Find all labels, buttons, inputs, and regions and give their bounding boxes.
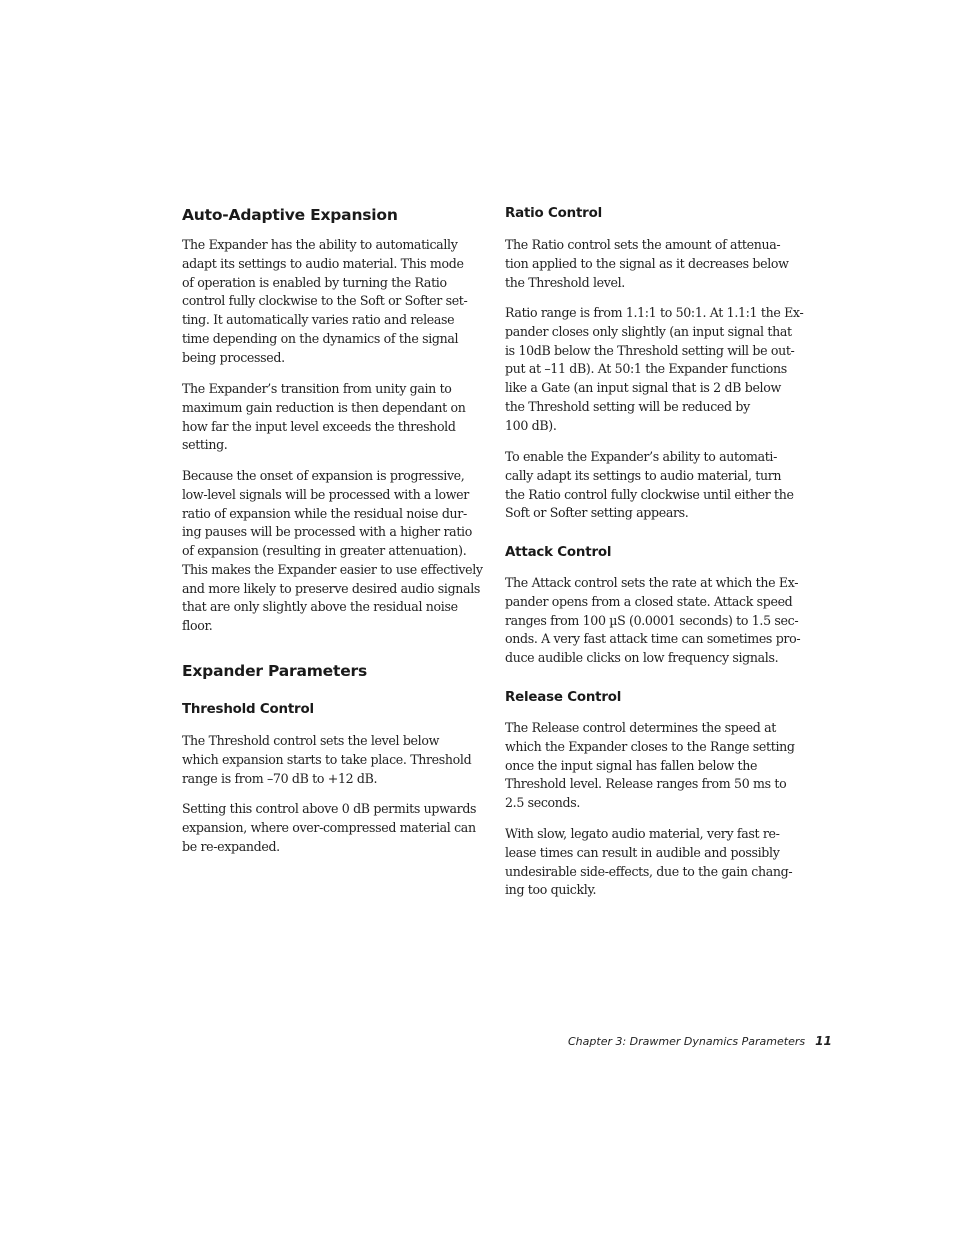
text-line: onds. A very fast attack time can sometimes pro-	[505, 631, 801, 647]
heading-attack-control: Attack Control	[505, 545, 612, 560]
text-line: With slow, legato audio material, very fast re-	[505, 826, 780, 841]
paragraph-ratio-2	[505, 304, 803, 435]
text-line: 2.5 seconds.	[505, 795, 581, 810]
text-line: ing too quickly.	[505, 882, 597, 898]
paragraph-ratio-3	[505, 448, 794, 523]
text-line: which the Expander closes to the Range setting	[505, 738, 795, 754]
text-line: be re-expanded.	[182, 838, 280, 854]
text-line: 100 dB).	[505, 417, 557, 433]
text-line: maximum gain reduction is then dependant on	[182, 399, 466, 415]
text-line: how far the input level exceeds the threshold	[182, 418, 456, 434]
text-line: The Threshold control sets the level below	[182, 733, 439, 748]
page-footer	[568, 1034, 832, 1048]
text-line: control fully clockwise to the Soft or Softer set-	[182, 293, 468, 309]
text-line: lease times can result in audible and possibly	[505, 844, 780, 860]
text-line: once the input signal has fallen below the	[505, 757, 758, 773]
text-line: Soft or Softer setting appears.	[505, 505, 689, 521]
text-line: pander opens from a closed state. Attack speed	[505, 593, 793, 609]
text-line: the Threshold setting will be reduced by	[505, 398, 750, 414]
paragraph-release-1	[505, 719, 795, 813]
text-line: Threshold level. Release ranges from 50 ms to	[505, 776, 787, 792]
text-line: tion applied to the signal as it decreases below	[505, 255, 789, 271]
heading-release-control: Release Control	[505, 690, 622, 705]
text-line: Ratio range is from 1.1:1 to 50:1. At 1.1:1 the Ex-	[505, 305, 804, 320]
text-line: of operation is enabled by turning the Ratio	[182, 274, 447, 290]
text-line: undesirable side-effects, due to the gain chang-	[505, 863, 793, 879]
text-line: Because the onset of expansion is progressive,	[182, 468, 465, 483]
heading-threshold-control: Threshold Control	[182, 702, 314, 717]
text-line: put at –11 dB). At 50:1 the Expander functions	[505, 361, 787, 377]
text-line: ing pauses will be processed with a higher ratio	[182, 524, 472, 540]
paragraph-threshold-1	[182, 732, 471, 788]
text-line: ting. It automatically varies ratio and release	[182, 312, 455, 327]
paragraph-ratio-1	[505, 236, 789, 292]
paragraph-auto-adaptive-1	[182, 236, 467, 367]
text-line: To enable the Expander’s ability to automati-	[505, 449, 778, 464]
text-line: and more likely to preserve desired audio signals	[182, 580, 481, 596]
text-line: of expansion (resulting in greater attenuation).	[182, 543, 467, 558]
heading-expander-parameters: Expander Parameters	[182, 662, 367, 680]
text-line: cally adapt its settings to audio material, turn	[505, 467, 782, 483]
text-line: is 10dB below the Threshold setting will be out-	[505, 342, 795, 358]
text-line: time depending on the dynamics of the signal	[182, 330, 459, 346]
text-line: low-level signals will be processed with a lower	[182, 486, 469, 502]
page-number: 11	[815, 1034, 832, 1048]
text-line: ranges from 100 µS (0.0001 seconds) to 1.5 sec-	[505, 612, 799, 628]
footer-chapter-title: Chapter 3: Drawmer Dynamics Parameters	[568, 1035, 806, 1048]
text-line: like a Gate (an input signal that is 2 dB below	[505, 380, 781, 395]
text-line: that are only slightly above the residual noise	[182, 599, 458, 615]
paragraph-release-2	[505, 825, 792, 900]
paragraph-threshold-2	[182, 800, 476, 856]
text-line: range is from –70 dB to +12 dB.	[182, 770, 378, 786]
text-line: The Release control determines the speed at	[505, 720, 776, 735]
heading-ratio-control: Ratio Control	[505, 206, 602, 221]
text-line: the Threshold level.	[505, 274, 625, 290]
text-line: Setting this control above 0 dB permits upwards	[182, 801, 477, 816]
text-line: adapt its settings to audio material. This mode	[182, 255, 464, 271]
text-line: duce audible clicks on low frequency signals.	[505, 650, 779, 665]
text-line: The Expander has the ability to automatically	[182, 237, 458, 252]
paragraph-attack-1	[505, 574, 800, 668]
text-line: The Attack control sets the rate at which the Ex-	[505, 575, 799, 590]
text-line: The Ratio control sets the amount of attenua-	[505, 237, 781, 252]
heading-auto-adaptive-expansion: Auto-Adaptive Expansion	[182, 206, 398, 224]
paragraph-auto-adaptive-3	[182, 467, 483, 636]
text-line: setting.	[182, 437, 228, 453]
text-line: expansion, where over-compressed material can	[182, 819, 476, 835]
text-line: which expansion starts to take place. Threshold	[182, 751, 472, 767]
text-line: This makes the Expander easier to use effectively	[182, 561, 483, 577]
text-line: ratio of expansion while the residual noise dur-	[182, 505, 467, 521]
text-line: floor.	[182, 618, 213, 633]
paragraph-auto-adaptive-2	[182, 380, 466, 455]
text-line: pander closes only slightly (an input signal that	[505, 323, 792, 339]
text-line: being processed.	[182, 349, 285, 365]
text-line: the Ratio control fully clockwise until either the	[505, 486, 794, 502]
text-line: The Expander’s transition from unity gain to	[182, 381, 452, 396]
